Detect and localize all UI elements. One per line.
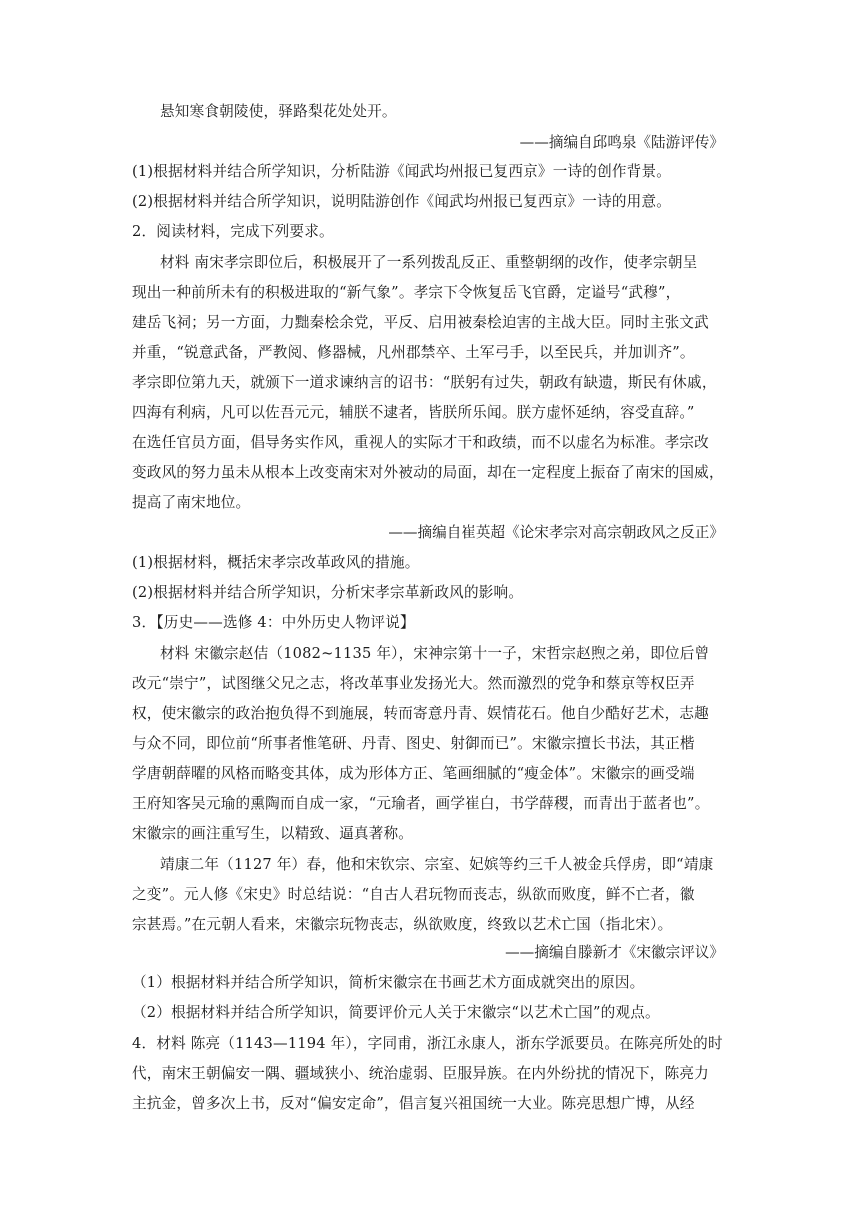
q3-source: ——摘编自滕新才《宋徽宗评议》 — [505, 944, 724, 961]
q3-material-line: 权，使宋徽宗的政治抱负得不到施展，转而寄意丹青、娱情花石。他自少酷好艺术，志趣 — [132, 705, 709, 722]
q2-material-line: 在选任官员方面，倡导务实作风，重视人的实际才干和政绩，而不以虚名为标准。孝宗改 — [132, 434, 709, 451]
q2-subquestion-2: (2)根据材料并结合所学知识，分析宋孝宗革新政风的影响。 — [132, 584, 524, 601]
q3-subquestion-1: （1）根据材料并结合所学知识，简析宋徽宗在书画艺术方面成就突出的原因。 — [132, 974, 645, 991]
q3-heading: 3．【历史——选修 4：中外历史人物评说】 — [132, 614, 415, 631]
q4-material-line: 4．材料 陈亮（1143—1194 年），字同甫，浙江永康人，浙东学派要员。在陈亮所处的时 — [132, 1035, 723, 1052]
q1-source: ——摘编自邱鸣泉《陆游评传》 — [519, 134, 724, 151]
q3-material-line: 靖康二年（1127 年）春，他和宋钦宗、宗室、妃嫔等约三千人被金兵俘虏，即“靖康 — [160, 856, 714, 873]
q2-material-line: 变政风的努力虽未从根本上改变南宋对外被动的局面，却在一定程度上振奋了南宋的国威， — [132, 464, 724, 481]
q1-subquestion-1: (1)根据材料并结合所学知识，分析陆游《闻武均州报已复西京》一诗的创作背景。 — [132, 163, 672, 180]
q4-material-line: 主抗金，曾多次上书，反对“偏安定命”，倡言复兴祖国统一大业。陈亮思想广博，从经 — [132, 1095, 695, 1112]
q4-material-line: 代，南宋王朝偏安一隅、疆域狭小、统治虚弱、臣服异族。在内外纷扰的情况下，陈亮力 — [132, 1065, 709, 1082]
q2-material-line: 现出一种前所未有的积极进取的“新气象”。孝宗下令恢复岳飞官爵，定谥号“武穆”， — [132, 284, 681, 301]
q3-material-line: 改元“崇宁”，试图继父兄之志，将改革事业发扬光大。然而激烈的党争和蔡京等权臣弄 — [132, 675, 695, 692]
q2-material-line: 孝宗即位第九天，就颁下一道求谏纳言的诏书：“朕躬有过失，朝政有缺遗，斯民有休戚， — [132, 374, 717, 391]
q2-material-line: 材料 南宋孝宗即位后，积极展开了一系列拨乱反正、重整朝纲的改作，使孝宗朝呈 — [160, 254, 698, 271]
q2-source: ——摘编自崔英超《论宋孝宗对高宗朝政风之反正》 — [388, 524, 724, 541]
q3-material-line: 学唐朝薛曜的风格而略变其体，成为形体方正、笔画细腻的“瘦金体”。宋徽宗的画受端 — [132, 765, 695, 782]
q2-material-line: 建岳飞祠；另一方面，力黜秦桧余党，平反、启用被秦桧迫害的主战大臣。同时主张文武 — [132, 314, 709, 331]
q2-material-line: 提高了南宋地位。 — [132, 494, 251, 511]
q2-material-line: 并重，“锐意武备，严教阅、修器械，凡州郡禁卒、土军弓手，以至民兵，并加训齐”。 — [132, 344, 695, 361]
q3-subquestion-2: （2）根据材料并结合所学知识，简要评价元人关于宋徽宗“以艺术亡国”的观点。 — [132, 1004, 660, 1021]
poem-last-line: 悬知寒食朝陵使，驿路梨花处处开。 — [160, 103, 397, 120]
q3-material-line: 与众不同，即位前“所事者惟笔研、丹青、图史、射御而已”。宋徽宗擅长书法，其正楷 — [132, 735, 695, 752]
q3-material-line: 之变”。元人修《宋史》时总结说：“自古人君玩物而丧志，纵欲而败度，鲜不亡者，徽 — [132, 886, 695, 903]
q3-material-line: 材料 宋徽宗赵佶（1082~1135 年），宋神宗第十一子，宋哲宗赵煦之弟，即位后曾 — [160, 645, 710, 662]
q2-subquestion-1: (1)根据材料，概括宋孝宗改革政风的措施。 — [132, 554, 420, 571]
q1-subquestion-2: (2)根据材料并结合所学知识，说明陆游创作《闻武均州报已复西京》一诗的用意。 — [132, 193, 672, 210]
q3-material-line: 王府知客吴元瑜的熏陶而自成一家，“元瑜者，画学崔白，书学薛稷，而青出于蓝者也”。 — [132, 795, 710, 812]
q2-material-line: 四海有利病，凡可以佐吾元元，辅朕不逮者，皆朕所乐闻。朕方虚怀延纳，容受直辞。” — [132, 404, 695, 421]
q2-heading: 2．阅读材料，完成下列要求。 — [132, 223, 334, 240]
q3-material-line: 宋徽宗的画注重写生，以精致、逼真著称。 — [132, 825, 414, 842]
q3-material-line: 宗甚焉。”在元朝人看来，宋徽宗玩物丧志，纵欲败度，终致以艺术亡国（指北宋）。 — [132, 916, 673, 933]
